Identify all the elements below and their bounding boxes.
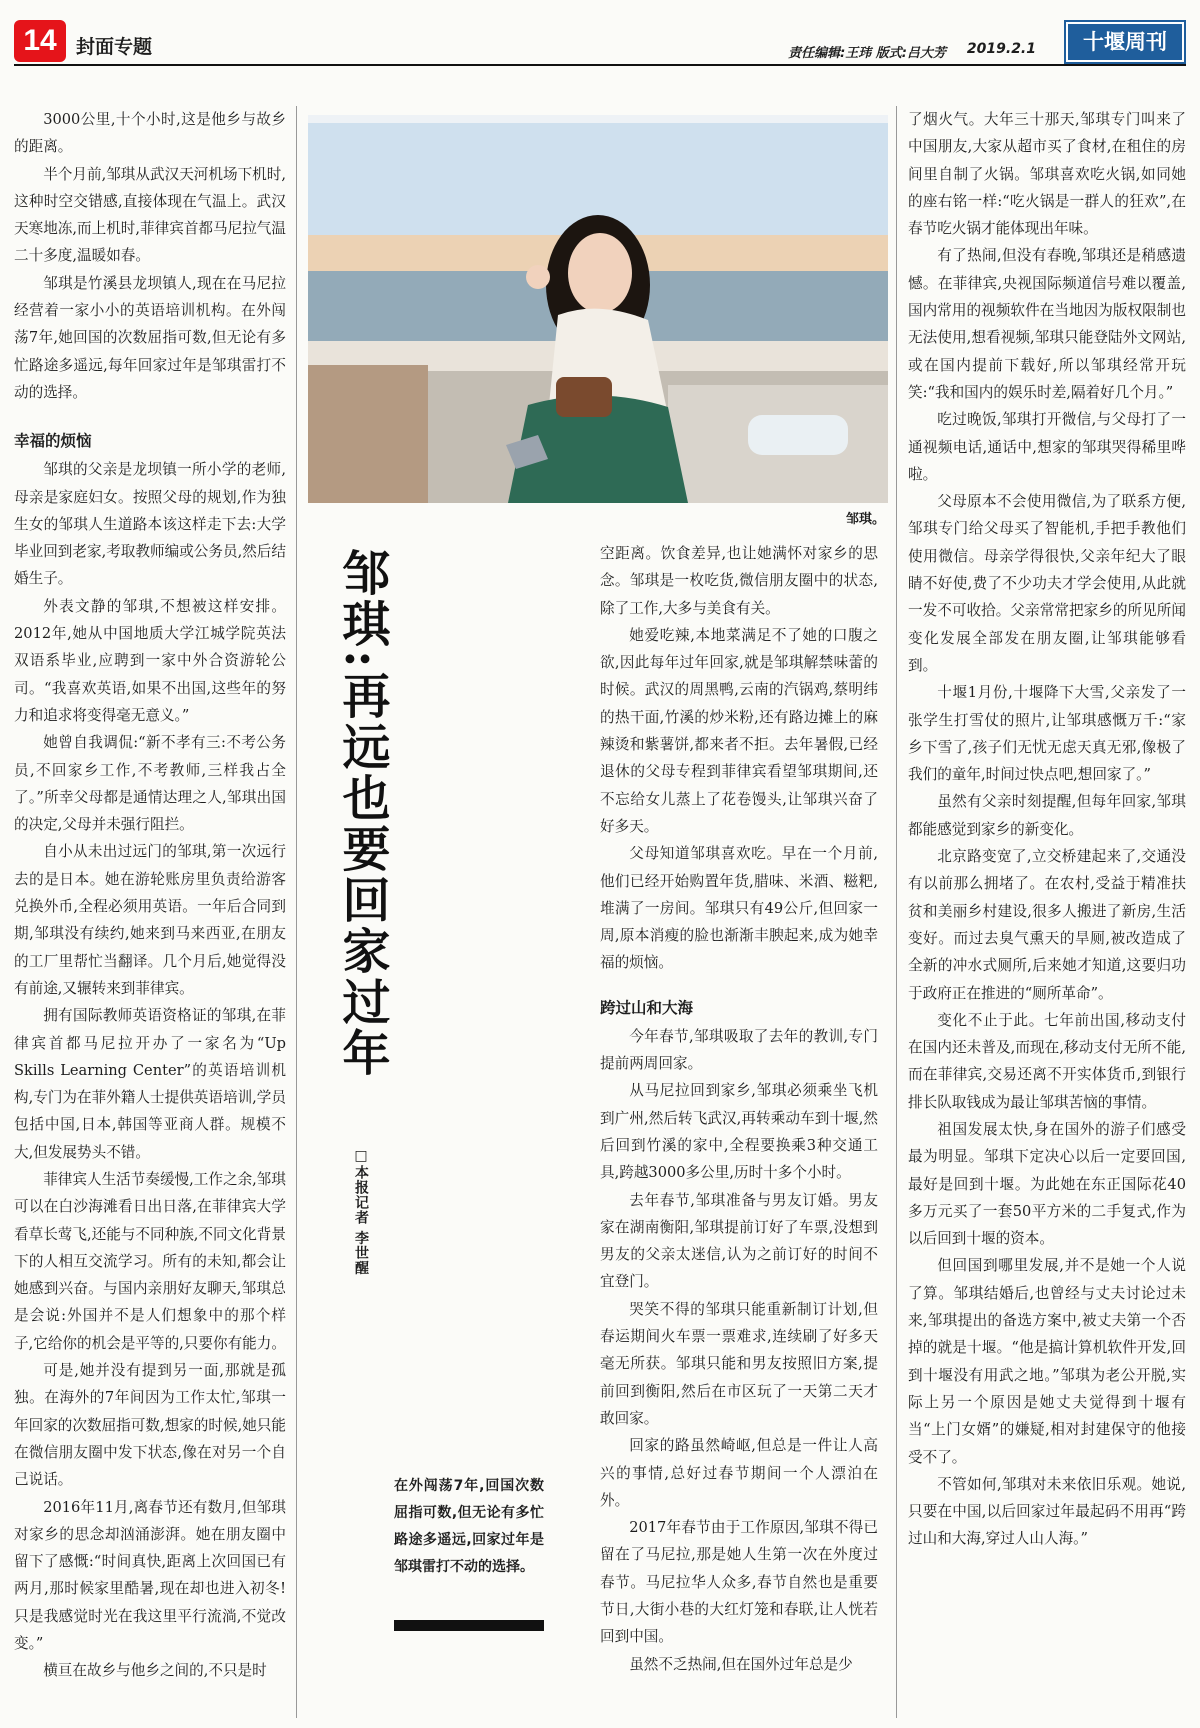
article-column-3	[600, 540, 878, 1678]
paragraph: 哭笑不得的邹琪只能重新制订计划,但春运期间火车票一票难求,连续刷了好多天毫无所获。邹琪只能和男友按照旧方案,提前回到衡阳,然后在市区玩了一天第二天才敢回家。	[600, 1300, 878, 1427]
byline: □本报记者 李世醒	[353, 1148, 369, 1276]
paragraph: 她曾自我调侃:“新不孝有三:不考公务员,不回家乡工作,不考教师,三样我占全了。”所幸父母都是通情达理之人,邹琪出国的决定,父母并未强行阻拦。	[14, 734, 286, 834]
paragraph: 今年春节,邹琪吸取了去年的教训,专门提前两周回家。	[600, 1027, 878, 1073]
article-column-4	[908, 106, 1186, 1553]
paragraph: 邹琪是竹溪县龙坝镇人,现在在马尼拉经营着一家小小的英语培训机构。在外闯荡7年,她回国的次数屈指可数,但无论有多忙路途多遥远,每年回家过年是邹琪雷打不动的选择。	[14, 274, 286, 401]
paragraph: 父母知道邹琪喜欢吃。早在一个月前,他们已经开始购置年货,腊味、米酒、糍粑,堆满了一房间。邹琪只有49公斤,但回家一周,原本消瘦的脸也渐渐丰腴起来,成为她幸福的烦恼。	[600, 845, 878, 972]
column-divider	[296, 106, 297, 1718]
cover-photo	[308, 115, 888, 503]
paragraph: 有了热闹,但没有春晚,邹琪还是稍感遗憾。在菲律宾,央视国际频道信号难以覆盖,国内常用的视频软件在当地因为版权限制也无法使用,想看视频,邹琪只能登陆外文网站,或在国内提前下载好,所以邹琪经常开玩笑:“我和国内的娱乐时差,隔着好几个月。”	[908, 247, 1186, 401]
paragraph: 不管如何,邹琪对未来依旧乐观。她说,只要在中国,以后回家过年最起码不用再“跨过山和大海,穿过人山人海。”	[908, 1475, 1186, 1548]
paragraph: 虽然不乏热闹,但在国外过年总是少	[629, 1655, 853, 1673]
article-headline: 邹琪:再远也要回家过年	[334, 548, 390, 1079]
paragraph: 虽然有父亲时刻提醒,但每年回家,邹琪都能感觉到家乡的新变化。	[908, 793, 1186, 838]
section-title: 封面专题	[76, 36, 153, 58]
paragraph: 父母原本不会使用微信,为了联系方便,邹琪专门给父母买了智能机,手把手教他们使用微信。母亲学得很快,父亲年纪大了眼睛不好使,费了不少功夫才学会使用,从此就一发不可收拾。父亲常常把家乡的所见所闻变化发展全部发在朋友圈,让邹琪能够看到。	[908, 493, 1186, 674]
paragraph: 菲律宾人生活节奏缓慢,工作之余,邹琪可以在白沙海滩看日出日落,在菲律宾大学看草长莺飞,还能与不同种族,不同文化背景下的人相互交流学习。所有的未知,都会让她感到兴奋。与国内亲朋好友聊天,邹琪总是会说:外国并不是人们想象中的那个样子,它给你的机会是平等的,只要你有能力。	[14, 1170, 286, 1352]
photo-illustration	[308, 115, 888, 503]
paragraph: 十堰1月份,十堰降下大雪,父亲发了一张学生打雪仗的照片,让邹琪感慨万千:“家乡下雪了,孩子们无忧无虑天真无邪,像极了我们的童年,时间过快点吧,想回家了。”	[908, 684, 1186, 784]
paragraph: 外表文静的邹琪,不想被这样安排。2012年,她从中国地质大学江城学院英法双语系毕业,应聘到一家中外合资游轮公司。“我喜欢英语,如果不出国,这些年的努力和追求将变得毫无意义。”	[14, 597, 286, 724]
paragraph: 回家的路虽然崎岖,但总是一件让人高兴的事情,总好过春节期间一个人漂泊在外。	[600, 1437, 878, 1509]
paragraph: 自小从未出过远门的邹琪,第一次远行去的是日本。她在游轮账房里负责给游客兑换外币,全程必须用英语。一年后合同到期,邹琪没有续约,她来到马来西亚,在朋友的工厂里帮忙当翻译。几个月后,她觉得没有前途,又辗转来到菲律宾。	[14, 843, 286, 997]
paragraph: 邹琪的父亲是龙坝镇一所小学的老师,母亲是家庭妇女。按照父母的规划,作为独生女的邹琪人生道路本该这样走下去:大学毕业回到老家,考取教师编或公务员,然后结婚生子。	[14, 461, 286, 588]
paragraph: 空距离。饮食差异,也让她满怀对家乡的思念。邹琪是一枚吃货,微信朋友圈中的状态,除了工作,大多与美食有关。	[600, 545, 878, 617]
issue-date: 2019.2.1	[966, 41, 1036, 57]
page-number: 14	[14, 20, 66, 62]
paragraph: 拥有国际教师英语资格证的邹琪,在菲律宾首都马尼拉开办了一家名为“Up Skills Learning Center”的英语培训机构,专门为在菲外籍人士提供英语培训,学员包括中国,日本,韩国等亚商人群。规模不大,但发展势头不错。	[14, 1007, 286, 1161]
paragraph: 去年春节,邹琪准备与男友订婚。男友家在湖南衡阳,邹琪提前订好了车票,没想到男友的父亲太迷信,认为之前订好的时间不宜登门。	[600, 1191, 878, 1291]
paragraph: 从马尼拉回到家乡,邹琪必须乘坐飞机到广州,然后转飞武汉,再转乘动车到十堰,然后回到竹溪的家中,全程要换乘3种交通工具,跨越3000多公里,历时十多个小时。	[600, 1082, 878, 1182]
paragraph: 横亘在故乡与他乡之间的,不只是时	[43, 1662, 267, 1680]
subheading: 跨过山和大海	[600, 998, 694, 1017]
article-column-1	[14, 106, 286, 1685]
pull-quote-bar	[394, 1620, 544, 1631]
column-divider	[896, 106, 897, 1718]
pull-quote: 在外闯荡7年,回国次数屈指可数,但无论有多忙路途多遥远,回家过年是邹琪雷打不动的选择。	[394, 1478, 544, 1575]
paragraph: 2017年春节由于工作原因,邹琪不得已留在了马尼拉,那是她人生第一次在外度过春节。马尼拉华人众多,春节自然也是重要节日,大街小巷的大红灯笼和春联,让人恍若回到中国。	[600, 1519, 878, 1646]
paragraph: 半个月前,邹琪从武汉天河机场下机时,这种时空交错感,直接体现在气温上。武汉天寒地冻,而上机时,菲律宾首都马尼拉气温二十多度,温暖如春。	[14, 165, 286, 265]
header-rule	[14, 64, 1186, 66]
paragraph: 了烟火气。大年三十那天,邹琪专门叫来了中国朋友,大家从超市买了食材,在租住的房间里自制了火锅。邹琪喜欢吃火锅,如同她的座右铭一样:“吃火锅是一群人的狂欢”,在春节吃火锅才能体现出年味。	[908, 111, 1186, 238]
paragraph: 变化不止于此。七年前出国,移动支付在国内还未普及,而现在,移动支付无所不能,而在菲律宾,交易还离不开实体货币,到银行排长队取钱成为最让邹琪苦恼的事情。	[908, 1011, 1186, 1111]
paragraph: 祖国发展太快,身在国外的游子们感受最为明显。邹琪下定决心以后一定要回国,最好是回到十堰。为此她在东正国际花40多万元买了一套50平方米的二手复式,作为以后回到十堰的资本。	[908, 1120, 1186, 1248]
paragraph: 但回国到哪里发展,并不是她一个人说了算。邹琪结婚后,也曾经与丈夫讨论过未来,邹琪提出的备选方案中,被丈夫第一个否掉的就是十堰。“他是搞计算机软件开发,回到十堰没有用武之地。”邹琪为老公开脱,实际上另一个原因是她丈夫觉得到十堰有当“上门女婿”的嫌疑,相对封建保守的他接受不了。	[908, 1257, 1186, 1466]
paragraph: 2016年11月,离春节还有数月,但邹琪对家乡的思念却汹涌澎湃。她在朋友圈中留下了感慨:“时间真快,距离上次回国已有两月,那时候家里酷暑,现在却也进入初冬!只是我感觉时光在我这里平行流淌,不觉改变。”	[14, 1498, 286, 1653]
paragraph: 吃过晚饭,邹琪打开微信,与父母打了一通视频电话,通话中,想家的邹琪哭得稀里哗啦。	[908, 411, 1186, 483]
subheading: 幸福的烦恼	[14, 432, 92, 451]
paragraph: 可是,她并没有提到另一面,那就是孤独。在海外的7年间因为工作太忙,邹琪一年回家的次数屈指可数,想家的时候,她只能在微信朋友圈中发下状态,像在对另一个自己说话。	[14, 1362, 286, 1489]
page-header	[14, 20, 1186, 64]
masthead-logo: 十堰周刊	[1064, 20, 1186, 64]
paragraph: 她爱吃辣,本地菜满足不了她的口腹之欲,因此每年过年回家,就是邹琪解禁味蕾的时候。武汉的周黑鸭,云南的汽锅鸡,蔡明纬的热干面,竹溪的炒米粉,还有路边摊上的麻辣烫和紫薯饼,都来者不拒。去年暑假,已经退休的父母专程到菲律宾看望邹琪期间,还不忘给女儿蒸上了花卷馒头,让邹琪兴奋了好多天。	[600, 626, 878, 835]
photo-caption: 邹琪。	[846, 512, 886, 527]
editor-credits: 责任编辑:王玮 版式:吕大芳	[788, 46, 946, 61]
paragraph: 北京路变宽了,立交桥建起来了,交通没有以前那么拥堵了。在农村,受益于精准扶贫和美丽乡村建设,很多人搬进了新房,生活变好。而过去臭气熏天的旱厕,被改造成了全新的冲水式厕所,后来她才知道,这要归功于政府正在推进的“厕所革命”。	[908, 848, 1186, 1002]
paragraph: 3000公里,十个小时,这是他乡与故乡的距离。	[14, 111, 286, 156]
